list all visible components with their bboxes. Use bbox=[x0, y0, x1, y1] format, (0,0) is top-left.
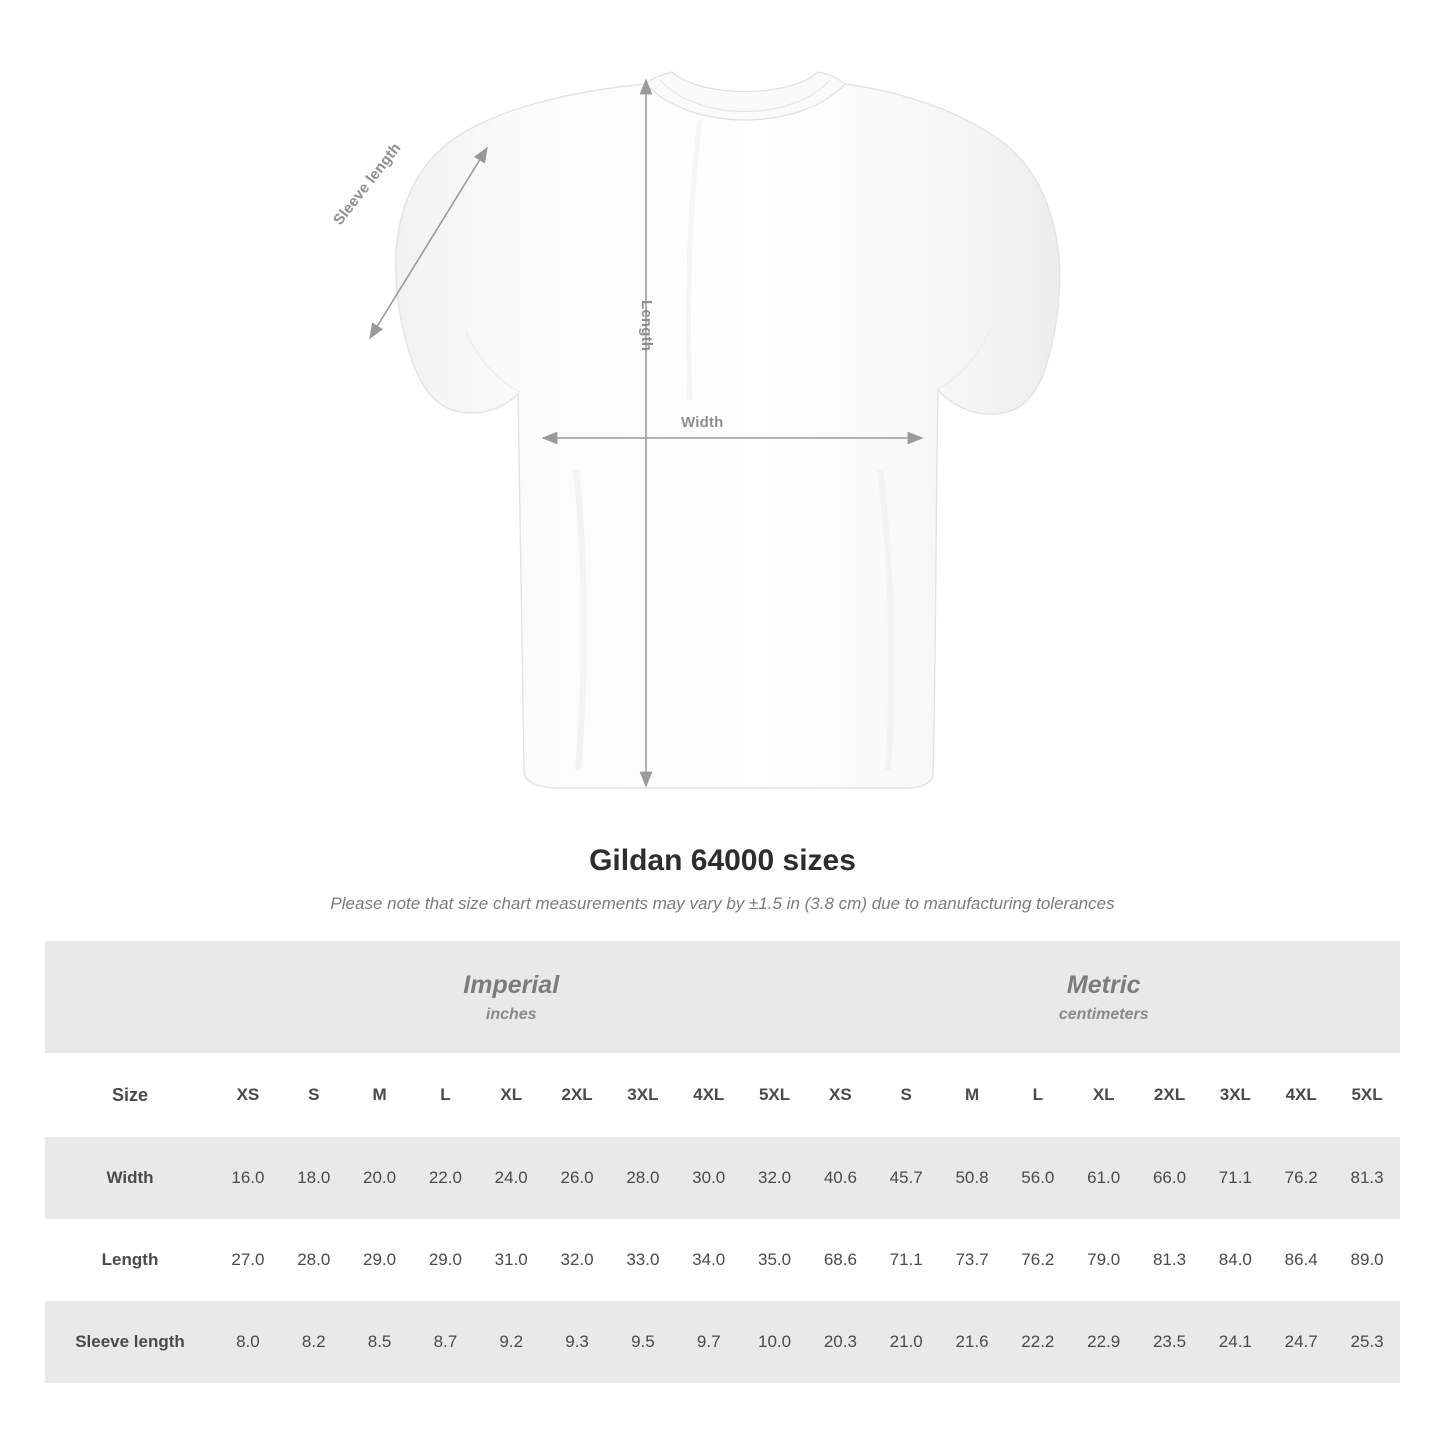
table-row-size-header bbox=[45, 1053, 1400, 1137]
cell-length-XL-imperial: 31.0 bbox=[478, 1219, 544, 1301]
cell-sleeve-length-XL-imperial: 9.2 bbox=[478, 1301, 544, 1383]
system-header-imperial bbox=[215, 941, 807, 1053]
column-header-14: 2XL bbox=[1137, 1053, 1203, 1137]
row-label-length: Length bbox=[45, 1219, 215, 1301]
cell-width-3XL-imperial: 28.0 bbox=[610, 1137, 676, 1219]
row-label-width: Width bbox=[45, 1137, 215, 1219]
row-label-size: Size bbox=[45, 1053, 215, 1137]
cell-sleeve-length-L-imperial: 8.7 bbox=[412, 1301, 478, 1383]
cell-width-3XL-metric: 71.1 bbox=[1202, 1137, 1268, 1219]
cell-length-4XL-metric: 86.4 bbox=[1268, 1219, 1334, 1301]
cell-sleeve-length-XS-metric: 20.3 bbox=[807, 1301, 873, 1383]
cell-width-XL-imperial: 24.0 bbox=[478, 1137, 544, 1219]
system-name-metric: Metric bbox=[1066, 971, 1141, 1000]
table-row bbox=[45, 1301, 1400, 1383]
size-chart-container bbox=[45, 941, 1400, 1383]
system-header-row bbox=[45, 941, 1400, 1053]
cell-width-4XL-metric: 76.2 bbox=[1268, 1137, 1334, 1219]
cell-sleeve-length-4XL-metric: 24.7 bbox=[1268, 1301, 1334, 1383]
size-chart-table bbox=[45, 941, 1400, 1383]
cell-length-2XL-metric: 81.3 bbox=[1137, 1219, 1203, 1301]
cell-sleeve-length-3XL-metric: 24.1 bbox=[1202, 1301, 1268, 1383]
cell-length-L-imperial: 29.0 bbox=[412, 1219, 478, 1301]
cell-sleeve-length-L-metric: 22.2 bbox=[1005, 1301, 1071, 1383]
column-header-12: L bbox=[1005, 1053, 1071, 1137]
cell-sleeve-length-XL-metric: 22.9 bbox=[1071, 1301, 1137, 1383]
column-header-11: M bbox=[939, 1053, 1005, 1137]
cell-width-2XL-imperial: 26.0 bbox=[544, 1137, 610, 1219]
column-header-2: M bbox=[347, 1053, 413, 1137]
cell-sleeve-length-5XL-metric: 25.3 bbox=[1334, 1301, 1400, 1383]
row-label-sleeve-length: Sleeve length bbox=[45, 1301, 215, 1383]
cell-length-5XL-metric: 89.0 bbox=[1334, 1219, 1400, 1301]
width-label: Width bbox=[681, 414, 724, 431]
cell-length-3XL-metric: 84.0 bbox=[1202, 1219, 1268, 1301]
cell-sleeve-length-M-metric: 21.6 bbox=[939, 1301, 1005, 1383]
cell-length-3XL-imperial: 33.0 bbox=[610, 1219, 676, 1301]
column-header-13: XL bbox=[1071, 1053, 1137, 1137]
column-header-0: XS bbox=[215, 1053, 281, 1137]
cell-sleeve-length-5XL-imperial: 10.0 bbox=[742, 1301, 808, 1383]
column-header-5: 2XL bbox=[544, 1053, 610, 1137]
cell-width-XS-imperial: 16.0 bbox=[215, 1137, 281, 1219]
cell-sleeve-length-S-metric: 21.0 bbox=[873, 1301, 939, 1383]
cell-width-XL-metric: 61.0 bbox=[1071, 1137, 1137, 1219]
cell-length-M-imperial: 29.0 bbox=[347, 1219, 413, 1301]
cell-width-2XL-metric: 66.0 bbox=[1137, 1137, 1203, 1219]
column-header-7: 4XL bbox=[676, 1053, 742, 1137]
cell-width-5XL-imperial: 32.0 bbox=[742, 1137, 808, 1219]
length-label: Length bbox=[638, 300, 655, 352]
column-header-9: XS bbox=[807, 1053, 873, 1137]
column-header-4: XL bbox=[478, 1053, 544, 1137]
system-name-imperial: Imperial bbox=[463, 971, 560, 1000]
cell-sleeve-length-4XL-imperial: 9.7 bbox=[676, 1301, 742, 1383]
cell-width-M-metric: 50.8 bbox=[939, 1137, 1005, 1219]
cell-sleeve-length-XS-imperial: 8.0 bbox=[215, 1301, 281, 1383]
table-row bbox=[45, 1219, 1400, 1301]
cell-width-XS-metric: 40.6 bbox=[807, 1137, 873, 1219]
cell-sleeve-length-S-imperial: 8.2 bbox=[281, 1301, 347, 1383]
cell-length-S-imperial: 28.0 bbox=[281, 1219, 347, 1301]
sleeve-length-label: Sleeve length bbox=[330, 139, 405, 229]
heading-block bbox=[0, 844, 1445, 914]
cell-width-L-imperial: 22.0 bbox=[412, 1137, 478, 1219]
cell-sleeve-length-2XL-imperial: 9.3 bbox=[544, 1301, 610, 1383]
cell-sleeve-length-M-imperial: 8.5 bbox=[347, 1301, 413, 1383]
column-header-8: 5XL bbox=[742, 1053, 808, 1137]
cell-width-4XL-imperial: 30.0 bbox=[676, 1137, 742, 1219]
system-header-metric bbox=[807, 941, 1400, 1053]
tolerance-note: Please note that size chart measurements may vary by ±1.5 in (3.8 cm) due to manufacturing tolerances bbox=[330, 894, 1115, 913]
table-row bbox=[45, 1137, 1400, 1219]
cell-length-2XL-imperial: 32.0 bbox=[544, 1219, 610, 1301]
cell-length-XL-metric: 79.0 bbox=[1071, 1219, 1137, 1301]
column-header-3: L bbox=[412, 1053, 478, 1137]
column-header-15: 3XL bbox=[1202, 1053, 1268, 1137]
system-header-spacer bbox=[45, 941, 215, 1053]
cell-length-XS-metric: 68.6 bbox=[807, 1219, 873, 1301]
cell-width-L-metric: 56.0 bbox=[1005, 1137, 1071, 1219]
page-title: Gildan 64000 sizes bbox=[589, 844, 856, 877]
cell-length-L-metric: 76.2 bbox=[1005, 1219, 1071, 1301]
column-header-17: 5XL bbox=[1334, 1053, 1400, 1137]
cell-sleeve-length-3XL-imperial: 9.5 bbox=[610, 1301, 676, 1383]
column-header-16: 4XL bbox=[1268, 1053, 1334, 1137]
cell-length-5XL-imperial: 35.0 bbox=[742, 1219, 808, 1301]
cell-sleeve-length-2XL-metric: 23.5 bbox=[1137, 1301, 1203, 1383]
cell-width-M-imperial: 20.0 bbox=[347, 1137, 413, 1219]
cell-length-M-metric: 73.7 bbox=[939, 1219, 1005, 1301]
system-unit-metric: centimeters bbox=[1058, 1005, 1149, 1023]
cell-length-XS-imperial: 27.0 bbox=[215, 1219, 281, 1301]
system-unit-imperial: inches bbox=[485, 1005, 537, 1023]
cell-width-S-metric: 45.7 bbox=[873, 1137, 939, 1219]
cell-length-S-metric: 71.1 bbox=[873, 1219, 939, 1301]
cell-length-4XL-imperial: 34.0 bbox=[676, 1219, 742, 1301]
column-header-1: S bbox=[281, 1053, 347, 1137]
cell-width-S-imperial: 18.0 bbox=[281, 1137, 347, 1219]
column-header-10: S bbox=[873, 1053, 939, 1137]
column-header-6: 3XL bbox=[610, 1053, 676, 1137]
cell-width-5XL-metric: 81.3 bbox=[1334, 1137, 1400, 1219]
